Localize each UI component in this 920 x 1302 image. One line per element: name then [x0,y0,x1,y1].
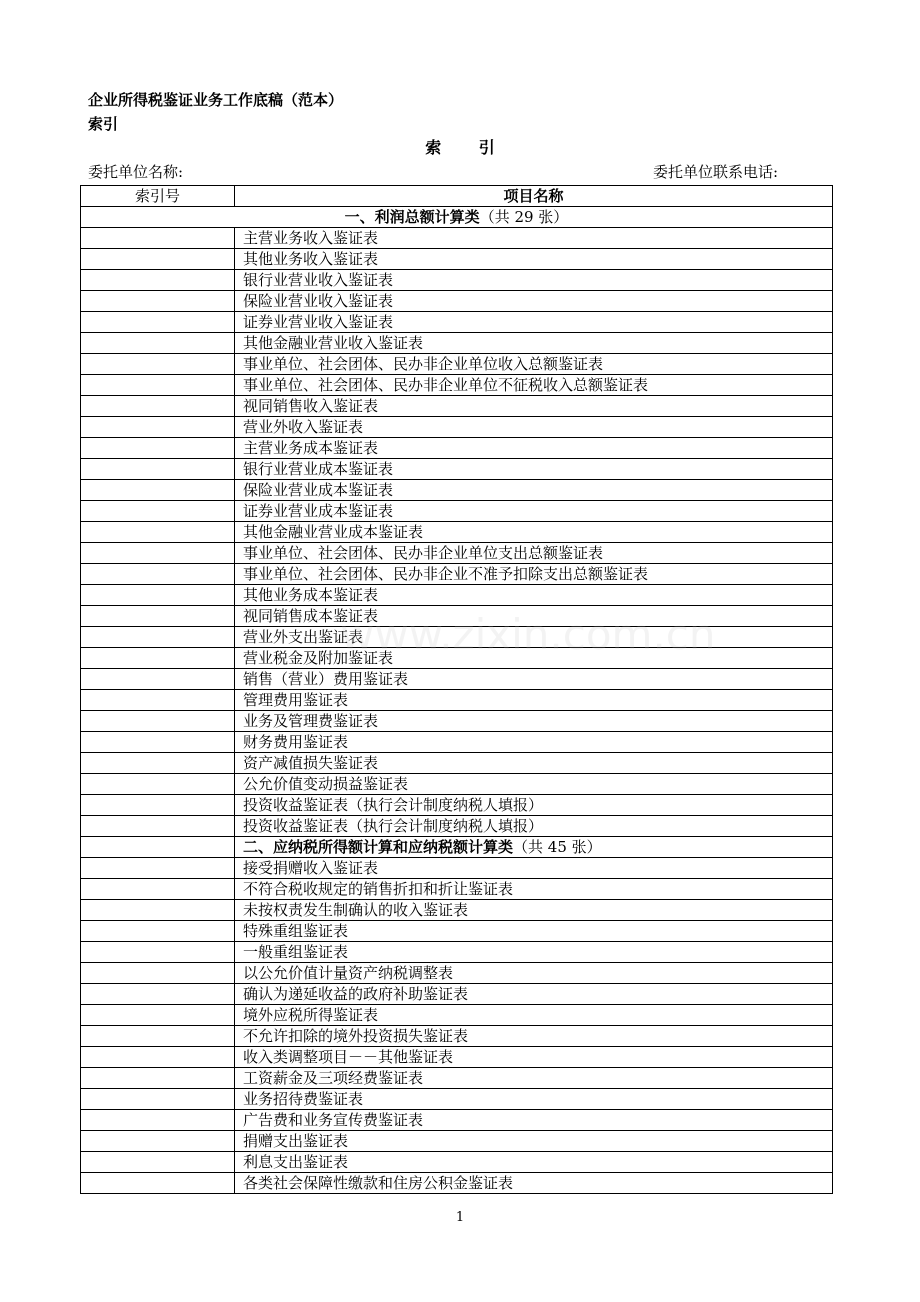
item-name-cell: 接受捐赠收入鉴证表 [235,858,833,879]
section-row-2 [81,837,833,858]
table-row [81,564,833,585]
index-number-cell [81,963,235,984]
table-row [81,522,833,543]
item-name-cell: 事业单位、社会团体、民办非企业不准予扣除支出总额鉴证表 [235,564,833,585]
index-number-cell [81,480,235,501]
table-row [81,543,833,564]
item-name-cell: 主营业务成本鉴证表 [235,438,833,459]
item-name-cell: 其他金融业营业成本鉴证表 [235,522,833,543]
section-1-cell [81,207,833,228]
index-number-cell [81,249,235,270]
index-number-cell [81,375,235,396]
item-name-cell: 投资收益鉴证表（执行会计制度纳税人填报） [235,816,833,837]
item-name-cell: 工资薪金及三项经费鉴证表 [235,1068,833,1089]
table-header-row [81,186,833,207]
item-name-cell: 业务招待费鉴证表 [235,1089,833,1110]
item-name-cell: 业务及管理费鉴证表 [235,711,833,732]
index-number-cell [81,858,235,879]
table-row [81,627,833,648]
table-row [81,669,833,690]
item-name-cell: 银行业营业收入鉴证表 [235,270,833,291]
index-number-cell [81,291,235,312]
table-row [81,606,833,627]
index-number-cell [81,312,235,333]
item-name-cell: 确认为递延收益的政府补助鉴证表 [235,984,833,1005]
item-name-cell: 保险业营业收入鉴证表 [235,291,833,312]
table-row [81,585,833,606]
index-number-cell [81,627,235,648]
table-row [81,1152,833,1173]
table-row [81,1005,833,1026]
index-number-cell [81,1152,235,1173]
index-number-cell [81,669,235,690]
section-2-note: （共 45 张） [513,838,602,856]
item-name-cell: 不符合税收规定的销售折扣和折让鉴证表 [235,879,833,900]
index-number-cell [81,648,235,669]
item-name-cell: 特殊重组鉴证表 [235,921,833,942]
document-subtitle: 索引 [88,115,119,133]
index-heading: 索 引 [425,138,511,157]
index-number-cell [81,774,235,795]
watermark: www.zixin.com.cn [340,610,716,659]
table-row [81,921,833,942]
item-name-cell: 事业单位、社会团体、民办非企业单位收入总额鉴证表 [235,354,833,375]
index-number-cell [81,564,235,585]
table-row [81,1047,833,1068]
table-row [81,291,833,312]
item-name-cell: 不允许扣除的境外投资损失鉴证表 [235,1026,833,1047]
index-number-cell [81,816,235,837]
item-name-cell: 销售（营业）费用鉴证表 [235,669,833,690]
index-number-cell [81,1005,235,1026]
index-number-cell [81,228,235,249]
table-row [81,375,833,396]
table-row [81,1026,833,1047]
item-name-cell: 投资收益鉴证表（执行会计制度纳税人填报） [235,795,833,816]
table-row [81,480,833,501]
table-row [81,459,833,480]
index-number-cell [81,1110,235,1131]
table-row [81,1068,833,1089]
section-2-title: 二、应纳税所得额计算和应纳税额计算类 [243,838,514,856]
page-number: 1 [455,1210,465,1225]
index-number-cell [81,1131,235,1152]
item-name-cell: 其他金融业营业收入鉴证表 [235,333,833,354]
table-row [81,690,833,711]
table-row [81,900,833,921]
item-name-cell: 其他业务收入鉴证表 [235,249,833,270]
item-name-cell: 其他业务成本鉴证表 [235,585,833,606]
index-number-cell [81,501,235,522]
index-number-cell [81,732,235,753]
table-row [81,270,833,291]
item-name-cell: 证券业营业收入鉴证表 [235,312,833,333]
table-row [81,312,833,333]
item-name-cell: 管理费用鉴证表 [235,690,833,711]
index-table-body [81,186,833,1194]
item-name-cell: 视同销售成本鉴证表 [235,606,833,627]
table-row [81,942,833,963]
table-row [81,396,833,417]
item-name-cell: 保险业营业成本鉴证表 [235,480,833,501]
index-number-cell [81,543,235,564]
index-number-cell [81,396,235,417]
item-name-cell: 未按权责发生制确认的收入鉴证表 [235,900,833,921]
client-phone-label: 委托单位联系电话: [653,163,779,181]
item-name-cell: 事业单位、社会团体、民办非企业单位不征税收入总额鉴证表 [235,375,833,396]
header-item-name: 项目名称 [235,186,833,207]
index-number-cell [81,942,235,963]
item-name-cell: 证券业营业成本鉴证表 [235,501,833,522]
index-number-cell [81,921,235,942]
index-number-cell [81,795,235,816]
table-row [81,879,833,900]
item-name-cell: 事业单位、社会团体、民办非企业单位支出总额鉴证表 [235,543,833,564]
table-row [81,333,833,354]
index-number-cell [81,522,235,543]
section-row-1 [81,207,833,228]
item-name-cell: 银行业营业成本鉴证表 [235,459,833,480]
index-number-cell [81,270,235,291]
client-name-label: 委托单位名称: [88,163,184,181]
index-number-cell [81,1089,235,1110]
table-row [81,774,833,795]
index-number-cell [81,1047,235,1068]
item-name-cell: 利息支出鉴证表 [235,1152,833,1173]
table-row [81,795,833,816]
table-row [81,1110,833,1131]
index-number-cell [81,711,235,732]
index-number-cell [81,585,235,606]
index-table [80,185,833,1194]
index-number-cell [81,438,235,459]
item-name-cell: 捐赠支出鉴证表 [235,1131,833,1152]
document-title: 企业所得税鉴证业务工作底稿（范本） [88,91,344,109]
index-number-cell [81,459,235,480]
table-row [81,417,833,438]
index-number-cell [81,837,235,858]
index-number-cell [81,1068,235,1089]
header-index-number: 索引号 [81,186,235,207]
index-number-cell [81,879,235,900]
section-2-cell [235,837,833,858]
index-number-cell [81,354,235,375]
item-name-cell: 视同销售收入鉴证表 [235,396,833,417]
table-row [81,354,833,375]
item-name-cell: 资产减值损失鉴证表 [235,753,833,774]
item-name-cell: 公允价值变动损益鉴证表 [235,774,833,795]
item-name-cell: 以公允价值计量资产纳税调整表 [235,963,833,984]
table-row [81,1131,833,1152]
item-name-cell: 收入类调整项目－－其他鉴证表 [235,1047,833,1068]
index-number-cell [81,417,235,438]
item-name-cell: 营业外支出鉴证表 [235,627,833,648]
index-number-cell [81,1173,235,1194]
index-number-cell [81,753,235,774]
table-row [81,816,833,837]
table-row [81,984,833,1005]
table-row [81,249,833,270]
table-row [81,711,833,732]
index-number-cell [81,690,235,711]
item-name-cell: 广告费和业务宣传费鉴证表 [235,1110,833,1131]
item-name-cell: 各类社会保障性缴款和住房公积金鉴证表 [235,1173,833,1194]
table-row [81,648,833,669]
item-name-cell: 主营业务收入鉴证表 [235,228,833,249]
table-row [81,501,833,522]
index-number-cell [81,333,235,354]
table-row [81,1173,833,1194]
index-number-cell [81,900,235,921]
index-number-cell [81,984,235,1005]
section-1-title: 一、利润总额计算类 [344,208,480,226]
table-row [81,438,833,459]
index-number-cell [81,606,235,627]
table-row [81,963,833,984]
table-row [81,228,833,249]
section-1-note: （共 29 张） [479,208,569,226]
table-row [81,753,833,774]
table-row [81,1089,833,1110]
index-number-cell [81,1026,235,1047]
table-row [81,732,833,753]
item-name-cell: 营业外收入鉴证表 [235,417,833,438]
item-name-cell: 一般重组鉴证表 [235,942,833,963]
item-name-cell: 营业税金及附加鉴证表 [235,648,833,669]
item-name-cell: 财务费用鉴证表 [235,732,833,753]
item-name-cell: 境外应税所得鉴证表 [235,1005,833,1026]
table-row [81,858,833,879]
